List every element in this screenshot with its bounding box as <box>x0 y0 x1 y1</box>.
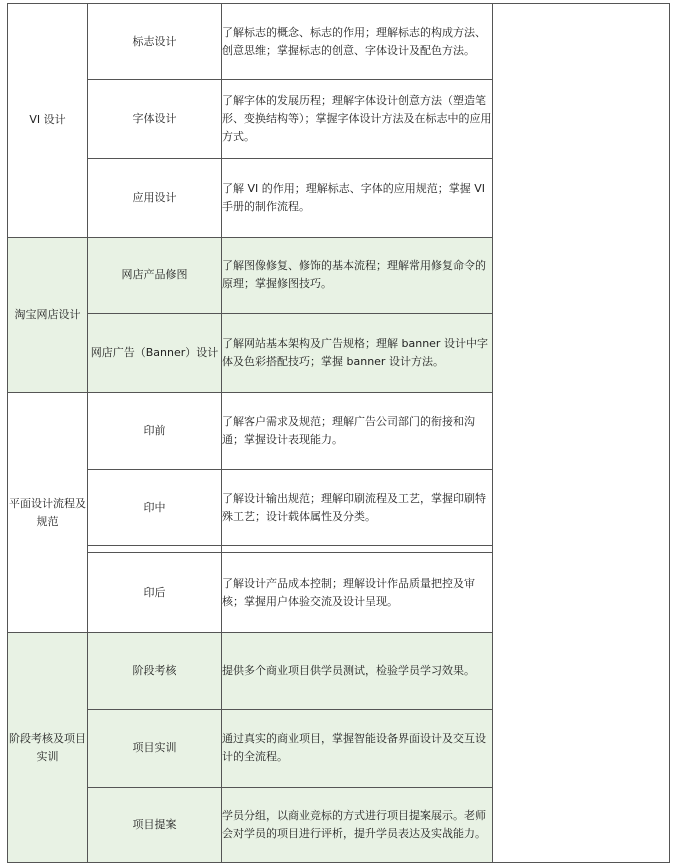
description-cell: 了解字体的发展历程；理解字体设计创意方法（塑造笔形、变换结构等）；掌握字体设计方法及在标志中的应用方式。 <box>222 80 493 159</box>
description-cell: 了解设计输出规范；理解印刷流程及工艺，掌握印刷特殊工艺；设计载体属性及分类。 <box>222 470 493 546</box>
description-cell: 通过真实的商业项目，掌握智能设备界面设计及交互设计的全流程。 <box>222 709 493 787</box>
spacer-cell <box>88 546 222 553</box>
topic-cell: 项目实训 <box>88 709 222 787</box>
category-cell: VI 设计 <box>8 4 88 238</box>
description-cell: 了解网站基本架构及广告规格；理解 banner 设计中字体及色彩搭配技巧；掌握 banner 设计方法。 <box>222 313 493 392</box>
topic-cell: 网店广告（Banner）设计 <box>88 313 222 392</box>
description-cell: 了解设计产品成本控制；理解设计作品质量把控及审核；掌握用户体验交流及设计呈现。 <box>222 553 493 633</box>
category-cell: 阶段考核及项目实训 <box>8 633 88 863</box>
topic-cell: 阶段考核 <box>88 633 222 709</box>
topic-cell: 印中 <box>88 470 222 546</box>
description-cell: 学员分组，以商业竞标的方式进行项目提案展示。老师会对学员的项目进行评析，提升学员表达及实战能力。 <box>222 787 493 862</box>
topic-cell: 应用设计 <box>88 159 222 237</box>
topic-cell: 项目提案 <box>88 787 222 862</box>
topic-cell: 印前 <box>88 392 222 469</box>
description-cell: 了解图像修复、修饰的基本流程；理解常用修复命令的原理；掌握修图技巧。 <box>222 237 493 313</box>
category-cell: 淘宝网店设计 <box>8 237 88 392</box>
spacer-cell <box>222 546 493 553</box>
curriculum-table <box>7 3 670 863</box>
topic-cell: 标志设计 <box>88 4 222 80</box>
topic-cell: 网店产品修图 <box>88 237 222 313</box>
category-cell: 平面设计流程及规范 <box>8 392 88 633</box>
description-cell: 了解标志的概念、标志的作用；理解标志的构成方法、创意思维；掌握标志的创意、字体设计及配色方法。 <box>222 4 493 80</box>
description-cell: 了解客户需求及规范；理解广告公司部门的衔接和沟通；掌握设计表现能力。 <box>222 392 493 469</box>
blank-column <box>493 4 670 863</box>
description-cell: 了解 VI 的作用；理解标志、字体的应用规范；掌握 VI 手册的制作流程。 <box>222 159 493 237</box>
description-cell: 提供多个商业项目供学员测试，检验学员学习效果。 <box>222 633 493 709</box>
topic-cell: 印后 <box>88 553 222 633</box>
topic-cell: 字体设计 <box>88 80 222 159</box>
